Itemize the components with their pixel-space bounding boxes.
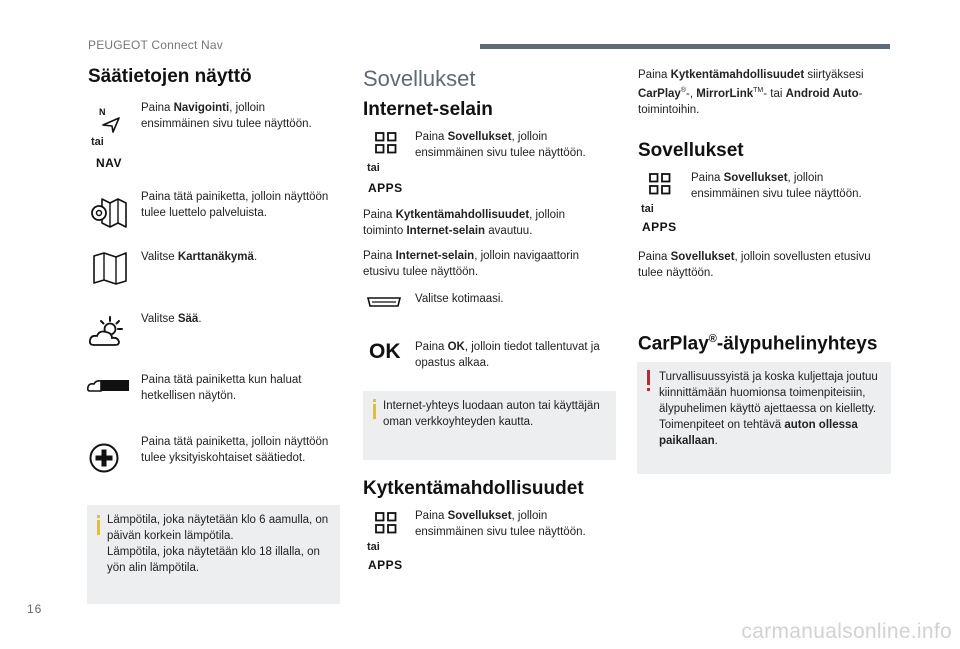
running-header: PEUGEOT Connect Nav [88, 38, 223, 52]
step-instant-display-text: Paina tätä painiketta kun haluat hetkellisen näytön. [141, 374, 302, 402]
paragraph-connectivity: Paina Kytkentämahdollisuudet, jolloin toiminto Internet-selain avautuu. [363, 209, 565, 237]
apps-grid-icon-3 [649, 173, 671, 195]
step-map-view-text: Valitse Karttanäkymä. [141, 251, 258, 263]
info-note-temperature [87, 505, 340, 604]
apps2-button-label: APPS [368, 558, 403, 572]
services-map-icon [90, 197, 128, 229]
apps-grid-icon [375, 132, 397, 154]
paragraph-apps-home: Paina Sovellukset, jolloin sovellusten etusivu tulee näyttöön. [638, 251, 871, 279]
heading-carplay: CarPlay®-älypuhelinyhteys [638, 333, 878, 355]
info-note-internet: Internet-yhteys luodaan auton tai käyttäjän oman verkkoyhteyden kautta. [363, 391, 616, 460]
weather-banner-icon [87, 377, 129, 395]
step-open-apps-2-text: Paina Sovellukset, jolloin ensimmäinen sivu tulee näyttöön. [415, 510, 586, 538]
page-number: 16 [27, 602, 43, 616]
step-country-text: Valitse kotimaasi. [415, 293, 504, 305]
step-ok-text: Paina OK, jolloin tiedot tallentuvat ja opastus alkaa. [415, 341, 600, 369]
apps2-or-label: tai [367, 541, 380, 553]
warning-text: Turvallisuussyistä ja koska kuljettaja joutuu kiinnittämään huomionsa toimenpiteisiin, älypuhelimen käyttö ajettaessa on kielletty. [659, 371, 878, 415]
ok-button-label: OK [369, 340, 401, 363]
nav-button-label: NAV [96, 156, 122, 170]
heading-connectivity: Kytkentämahdollisuudet [363, 478, 584, 499]
note-line-morning: Lämpötila, joka näytetään klo 6 aamulla, on päivän korkein lämpötila. [107, 514, 329, 542]
step-details-text: Paina tätä painiketta, jolloin näyttöön tulee yksityiskohtaiset säätiedot. [141, 436, 329, 464]
step-navigation-text: Paina Navigointi, jolloin ensimmäinen sivu tulee näyttöön. [141, 102, 312, 130]
map-view-icon [92, 252, 128, 284]
step-weather-text: Valitse Sää. [141, 313, 202, 325]
step-open-apps-3-text: Paina Sovellukset, jolloin ensimmäinen sivu tulee näyttöön. [691, 172, 862, 200]
country-select-icon [367, 296, 401, 308]
warning-note-carplay: Turvallisuussyistä ja koska kuljettaja joutuu kiinnittämään huomionsa toimenpiteisiin, älypuhelimen käyttö ajettaessa on kielletty. Toimenpiteet on tehtävä auton ollessa paikallaan. [637, 362, 891, 474]
apps3-or-label: tai [641, 203, 654, 215]
nav-or-label: tai [91, 136, 104, 148]
paragraph-browser: Paina Internet-selain, jolloin navigaattorin etusivu tulee näyttöön. [363, 250, 580, 278]
weather-sun-cloud-icon [88, 315, 128, 347]
apps-grid-icon-2 [375, 512, 397, 534]
header-rule [480, 44, 890, 49]
navigation-arrow-icon [99, 106, 121, 132]
step-services-text: Paina tätä painiketta, jolloin näyttöön tulee luettelo palveluista. [141, 191, 329, 219]
note-line-evening: Lämpötila, joka näytetään klo 18 illalla, on yön alin lämpötila. [107, 546, 320, 574]
heading-internet-browser: Internet-selain [363, 99, 493, 120]
apps3-button-label: APPS [642, 220, 677, 234]
apps-or-label: tai [367, 162, 380, 174]
step-open-apps-text: Paina Sovellukset, jolloin ensimmäinen sivu tulee näyttöön. [415, 131, 586, 159]
heading-apps: Sovellukset [638, 140, 744, 161]
details-plus-icon [89, 443, 119, 473]
paragraph-carplay-intro: Paina Kytkentämahdollisuudet siirtyäksesi CarPlay®-, MirrorLink™- tai Android Auto-toimintoihin. [638, 69, 864, 116]
svg-text:N: N [99, 107, 106, 117]
watermark: carmanualsonline.info [741, 620, 952, 643]
chapter-title-apps: Sovellukset [363, 66, 476, 91]
apps-button-label: APPS [368, 181, 403, 195]
section-heading-weather: Säätietojen näyttö [88, 66, 252, 87]
